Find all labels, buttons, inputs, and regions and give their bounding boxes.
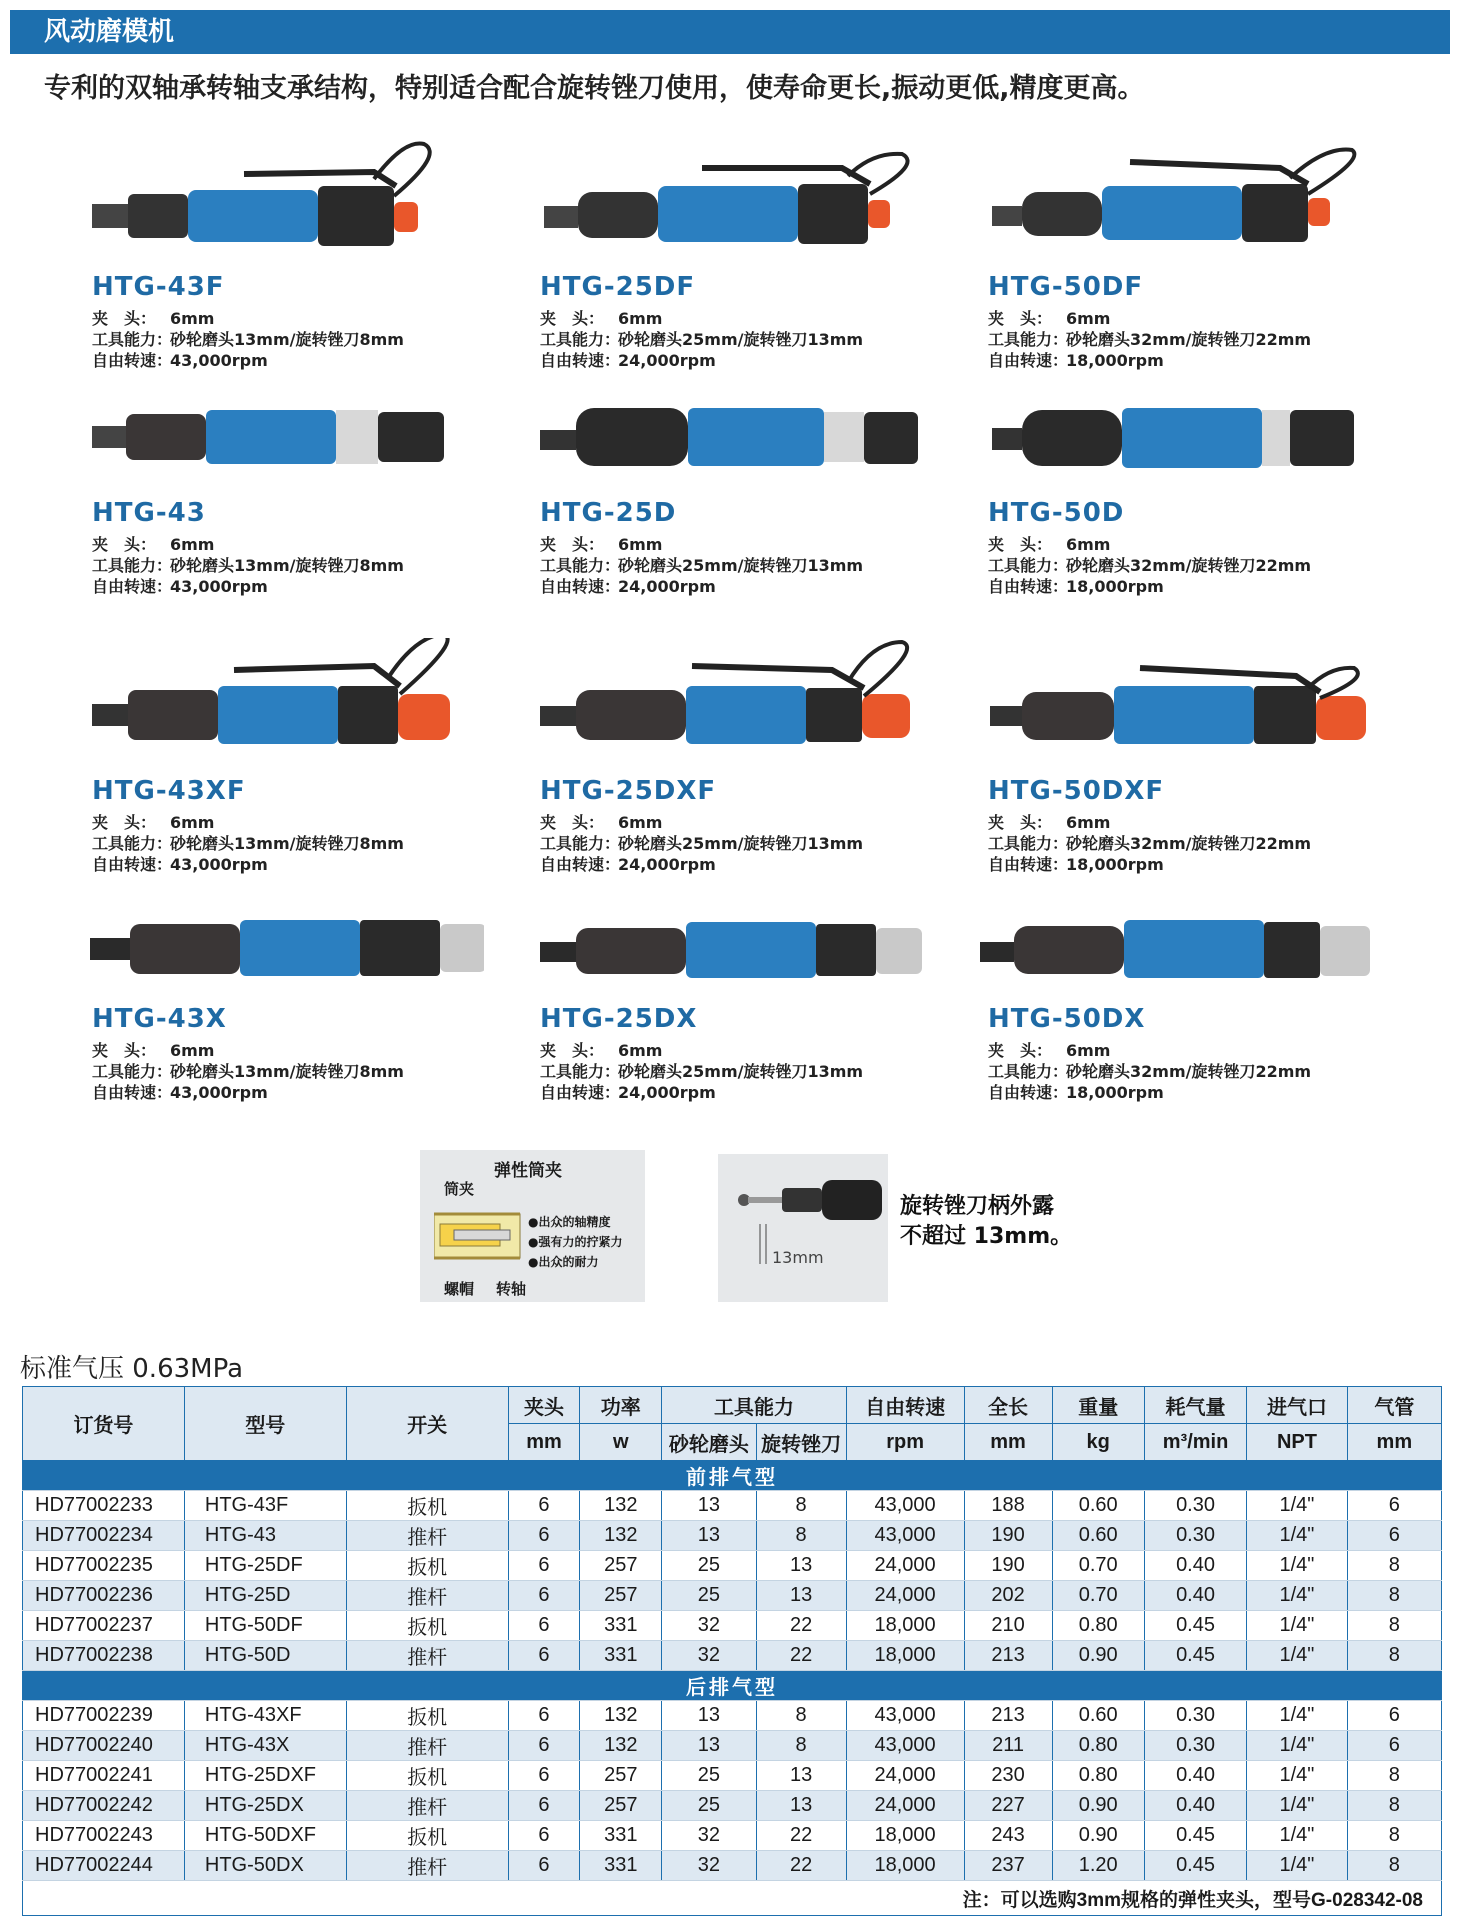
table-row (23, 1611, 1442, 1641)
spec-capacity: 工具能力：砂轮磨头13mm/旋转锉刀8mm (92, 556, 404, 575)
table-cell: 推杆 (346, 1731, 508, 1761)
table-cell: 1/4" (1247, 1611, 1347, 1641)
table-cell: 0.60 (1052, 1521, 1144, 1551)
table-cell: HTG-50DXF (184, 1821, 346, 1851)
table-cell: 32 (662, 1611, 756, 1641)
table-cell: 331 (580, 1821, 662, 1851)
table-note-row (23, 1881, 1442, 1916)
page-subtitle: 专利的双轴承转轴支承结构，特别适合配合旋转锉刀使用，使寿命更长,振动更低,精度更高。 (44, 73, 1145, 104)
spec-chuck: 夹 头： 6mm (540, 309, 663, 328)
collet-diagram (420, 1150, 645, 1302)
group-row-rear: 后排气型 (23, 1671, 1442, 1701)
table-cell: 扳机 (346, 1491, 508, 1521)
spec-speed: 自由转速：24,000rpm (540, 1083, 716, 1102)
spec-chuck: 夹 头： 6mm (92, 309, 215, 328)
table-cell: 8 (1347, 1851, 1441, 1881)
table-row (23, 1851, 1442, 1881)
table-cell: 43,000 (846, 1701, 964, 1731)
product-card (940, 134, 1380, 370)
product-name: HTG-43 (92, 498, 206, 528)
table-row (23, 1521, 1442, 1551)
table-cell: 22 (756, 1851, 846, 1881)
spec-speed: 自由转速：24,000rpm (540, 855, 716, 874)
table-cell: 8 (1347, 1821, 1441, 1851)
tool-image-lever-front (940, 360, 1380, 496)
table-cell: 8 (756, 1731, 846, 1761)
table-cell: 243 (964, 1821, 1052, 1851)
col-model: 型号 (184, 1387, 346, 1461)
spec-capacity: 工具能力：砂轮磨头32mm/旋转锉刀22mm (988, 330, 1312, 349)
table-cell: 0.70 (1052, 1581, 1144, 1611)
spec-chuck: 夹 头： 6mm (540, 1041, 663, 1060)
spec-capacity: 工具能力：砂轮磨头13mm/旋转锉刀8mm (92, 1062, 404, 1081)
spec-capacity: 工具能力：砂轮磨头32mm/旋转锉刀22mm (988, 834, 1312, 853)
tool-image-lever-rear (44, 866, 484, 1002)
table-cell: 1/4" (1247, 1581, 1347, 1611)
table-cell: 210 (964, 1611, 1052, 1641)
table-cell: 6 (508, 1491, 580, 1521)
table-cell: 18,000 (846, 1851, 964, 1881)
table-cell: 0.60 (1052, 1701, 1144, 1731)
table-cell: 6 (1347, 1491, 1441, 1521)
spec-capacity: 工具能力：砂轮磨头13mm/旋转锉刀8mm (92, 834, 404, 853)
table-cell: 6 (508, 1731, 580, 1761)
table-cell: HTG-43 (184, 1521, 346, 1551)
table-cell: 1/4" (1247, 1851, 1347, 1881)
table-row (23, 1491, 1442, 1521)
table-cell: 0.30 (1144, 1521, 1246, 1551)
table-cell: 25 (662, 1791, 756, 1821)
spec-speed: 自由转速：24,000rpm (540, 351, 716, 370)
tool-image-lever-front (44, 360, 484, 496)
product-name: HTG-25DF (540, 272, 696, 302)
table-cell: 0.40 (1144, 1761, 1246, 1791)
tool-image-trigger-front (492, 134, 932, 270)
table-cell: 6 (508, 1821, 580, 1851)
table-cell: 13 (756, 1581, 846, 1611)
spec-speed: 自由转速：18,000rpm (988, 1083, 1164, 1102)
table-cell: 331 (580, 1851, 662, 1881)
spec-speed: 自由转速：18,000rpm (988, 351, 1164, 370)
table-cell: 257 (580, 1551, 662, 1581)
table-row (23, 1551, 1442, 1581)
burr-tool-illustration (718, 1154, 888, 1302)
table-cell: 扳机 (346, 1611, 508, 1641)
table-cell: 24,000 (846, 1581, 964, 1611)
table-cell: HTG-50DF (184, 1611, 346, 1641)
table-cell: 237 (964, 1851, 1052, 1881)
table-cell: HTG-25DF (184, 1551, 346, 1581)
table-cell: 0.60 (1052, 1491, 1144, 1521)
table-cell: 6 (508, 1761, 580, 1791)
table-cell: 8 (1347, 1641, 1441, 1671)
table-cell: 推杆 (346, 1581, 508, 1611)
product-name: HTG-50D (988, 498, 1125, 528)
table-cell: 1/4" (1247, 1821, 1347, 1851)
table-cell: HTG-50DX (184, 1851, 346, 1881)
table-row (23, 1641, 1442, 1671)
table-cell: 1/4" (1247, 1551, 1347, 1581)
table-cell: 6 (508, 1521, 580, 1551)
table-cell: 0.45 (1144, 1641, 1246, 1671)
table-cell: 257 (580, 1761, 662, 1791)
tool-image-lever-rear (940, 866, 1380, 1002)
table-cell: 0.80 (1052, 1731, 1144, 1761)
table-cell: 1/4" (1247, 1521, 1347, 1551)
product-name: HTG-25D (540, 498, 677, 528)
product-name: HTG-43F (92, 272, 225, 302)
table-cell: HTG-43XF (184, 1701, 346, 1731)
table-cell: 6 (1347, 1701, 1441, 1731)
spec-chuck: 夹 头： 6mm (988, 813, 1111, 832)
table-cell: 1/4" (1247, 1731, 1347, 1761)
table-cell: 1/4" (1247, 1701, 1347, 1731)
table-row (23, 1731, 1442, 1761)
table-cell: 24,000 (846, 1791, 964, 1821)
spec-speed: 自由转速：43,000rpm (92, 577, 268, 596)
table-cell: HTG-43X (184, 1731, 346, 1761)
table-cell: 6 (508, 1851, 580, 1881)
tool-image-trigger-front (44, 134, 484, 270)
table-cell: 0.70 (1052, 1551, 1144, 1581)
table-cell: 25 (662, 1581, 756, 1611)
table-cell: 13 (662, 1731, 756, 1761)
table-row (23, 1821, 1442, 1851)
col-speed: 自由转速 (846, 1387, 964, 1424)
table-cell: HD77002235 (23, 1551, 185, 1581)
tool-image-lever-rear (492, 866, 932, 1002)
table-cell: 13 (662, 1491, 756, 1521)
col-chuck: 夹头 (508, 1387, 580, 1424)
table-cell: 6 (508, 1611, 580, 1641)
table-cell: 6 (508, 1641, 580, 1671)
table-cell: HD77002243 (23, 1821, 185, 1851)
table-cell: HD77002240 (23, 1731, 185, 1761)
spec-capacity: 工具能力：砂轮磨头25mm/旋转锉刀13mm (540, 1062, 864, 1081)
spec-speed: 自由转速：43,000rpm (92, 1083, 268, 1102)
tool-image-trigger-rear (492, 638, 932, 774)
table-cell: 0.30 (1144, 1701, 1246, 1731)
col-switch: 开关 (346, 1387, 508, 1461)
table-cell: 6 (508, 1791, 580, 1821)
spindle-label: 转轴 (496, 1280, 527, 1298)
table-cell: 0.45 (1144, 1611, 1246, 1641)
table-cell: 18,000 (846, 1821, 964, 1851)
spec-capacity: 工具能力：砂轮磨头25mm/旋转锉刀13mm (540, 834, 864, 853)
spec-chuck: 夹 头： 6mm (92, 535, 215, 554)
table-cell: HD77002241 (23, 1761, 185, 1791)
group-row-front: 前排气型 (23, 1461, 1442, 1491)
table-cell: 18,000 (846, 1611, 964, 1641)
product-name: HTG-50DF (988, 272, 1144, 302)
product-card (492, 638, 932, 874)
table-cell: 6 (508, 1701, 580, 1731)
spec-chuck: 夹 头： 6mm (988, 1041, 1111, 1060)
table-cell: HD77002237 (23, 1611, 185, 1641)
spec-table (22, 1386, 1442, 1916)
spec-chuck: 夹 头： 6mm (92, 813, 215, 832)
product-card (492, 360, 932, 596)
table-cell: 22 (756, 1821, 846, 1851)
spec-chuck: 夹 头： 6mm (540, 535, 663, 554)
table-row (23, 1701, 1442, 1731)
tool-image-trigger-front (940, 134, 1380, 270)
standard-pressure-label: 标准气压 0.63MPa (20, 1354, 244, 1384)
table-cell: 132 (580, 1701, 662, 1731)
table-cell: 257 (580, 1791, 662, 1821)
table-cell: HD77002238 (23, 1641, 185, 1671)
table-cell: HTG-25DX (184, 1791, 346, 1821)
table-cell: 132 (580, 1491, 662, 1521)
table-cell: 213 (964, 1701, 1052, 1731)
product-name: HTG-43XF (92, 776, 246, 806)
table-cell: 推杆 (346, 1791, 508, 1821)
table-cell: 24,000 (846, 1761, 964, 1791)
table-row (23, 1581, 1442, 1611)
product-card (44, 360, 484, 596)
table-cell: 推杆 (346, 1521, 508, 1551)
table-cell: 0.80 (1052, 1761, 1144, 1791)
collet-title: 弹性筒夹 (494, 1161, 562, 1181)
product-name: HTG-50DX (988, 1004, 1146, 1034)
table-cell: 190 (964, 1521, 1052, 1551)
table-cell: 25 (662, 1761, 756, 1791)
table-cell: 0.40 (1144, 1791, 1246, 1821)
table-cell: HTG-25D (184, 1581, 346, 1611)
table-cell: 13 (662, 1701, 756, 1731)
table-cell: 0.45 (1144, 1851, 1246, 1881)
table-cell: 1/4" (1247, 1491, 1347, 1521)
table-cell: 6 (1347, 1731, 1441, 1761)
tool-image-trigger-rear (940, 638, 1380, 774)
spec-speed: 自由转速：24,000rpm (540, 577, 716, 596)
table-cell: 257 (580, 1581, 662, 1611)
table-cell: 24,000 (846, 1551, 964, 1581)
table-cell: 扳机 (346, 1761, 508, 1791)
col-length: 全长 (964, 1387, 1052, 1424)
table-cell: 32 (662, 1641, 756, 1671)
product-name: HTG-50DXF (988, 776, 1165, 806)
table-cell: 0.90 (1052, 1791, 1144, 1821)
table-cell: HD77002236 (23, 1581, 185, 1611)
product-card (940, 866, 1380, 1102)
table-header-row (23, 1387, 1442, 1424)
table-cell: 0.45 (1144, 1821, 1246, 1851)
table-cell: 扳机 (346, 1551, 508, 1581)
table-cell: 8 (756, 1521, 846, 1551)
spec-capacity: 工具能力：砂轮磨头32mm/旋转锉刀22mm (988, 1062, 1312, 1081)
page-title: 风动磨模机 (44, 17, 175, 47)
product-name: HTG-25DXF (540, 776, 717, 806)
table-cell: 1/4" (1247, 1791, 1347, 1821)
table-cell: 扳机 (346, 1821, 508, 1851)
spec-chuck: 夹 头： 6mm (92, 1041, 215, 1060)
table-cell: 18,000 (846, 1641, 964, 1671)
dimension-label: 13mm (772, 1248, 824, 1267)
table-cell: 6 (508, 1551, 580, 1581)
table-cell: HD77002234 (23, 1521, 185, 1551)
page-title-bar (10, 10, 1450, 54)
table-cell: 8 (1347, 1761, 1441, 1791)
col-capacity: 工具能力 (662, 1387, 846, 1424)
table-row (23, 1791, 1442, 1821)
table-cell: 22 (756, 1611, 846, 1641)
product-name: HTG-43X (92, 1004, 227, 1034)
table-cell: HTG-43F (184, 1491, 346, 1521)
collet-label: 筒夹 (444, 1180, 475, 1198)
table-cell: 8 (1347, 1791, 1441, 1821)
tool-image-trigger-rear (44, 638, 484, 774)
table-cell: 211 (964, 1731, 1052, 1761)
product-card (940, 360, 1380, 596)
table-cell: 推杆 (346, 1641, 508, 1671)
table-cell: 331 (580, 1611, 662, 1641)
collet-cross-section (434, 1200, 524, 1272)
table-cell: 188 (964, 1491, 1052, 1521)
spec-speed: 自由转速：43,000rpm (92, 855, 268, 874)
table-cell: 8 (1347, 1551, 1441, 1581)
table-cell: 13 (756, 1791, 846, 1821)
col-air-inlet: 进气口 (1247, 1387, 1347, 1424)
spec-capacity: 工具能力：砂轮磨头13mm/旋转锉刀8mm (92, 330, 404, 349)
table-cell: 25 (662, 1551, 756, 1581)
product-card (492, 134, 932, 370)
table-cell: HD77002233 (23, 1491, 185, 1521)
table-cell: 43,000 (846, 1521, 964, 1551)
table-cell: HD77002242 (23, 1791, 185, 1821)
spec-capacity: 工具能力：砂轮磨头25mm/旋转锉刀13mm (540, 330, 864, 349)
table-cell: 0.30 (1144, 1491, 1246, 1521)
table-cell: 32 (662, 1821, 756, 1851)
table-cell: 0.90 (1052, 1821, 1144, 1851)
table-note: 注：可以选购3mm规格的弹性夹头，型号G-028342-08 (23, 1881, 1442, 1916)
col-weight: 重量 (1052, 1387, 1144, 1424)
table-cell: 8 (756, 1491, 846, 1521)
table-cell: 0.40 (1144, 1581, 1246, 1611)
product-card (940, 638, 1380, 874)
table-cell: 32 (662, 1851, 756, 1881)
burr-exposure-note: 旋转锉刀柄外露 不超过 13mm。 (900, 1194, 1073, 1249)
tool-image-lever-front (492, 360, 932, 496)
table-cell: 1/4" (1247, 1761, 1347, 1791)
table-cell: 8 (756, 1701, 846, 1731)
spec-speed: 自由转速：18,000rpm (988, 577, 1164, 596)
product-card (44, 638, 484, 874)
table-cell: 190 (964, 1551, 1052, 1581)
col-order-no: 订货号 (23, 1387, 185, 1461)
spec-capacity: 工具能力：砂轮磨头25mm/旋转锉刀13mm (540, 556, 864, 575)
table-subheader-row: mm w 砂轮磨头 旋转锉刀 rpm mm kg m³/min NPT mm (23, 1424, 1442, 1461)
spec-capacity: 工具能力：砂轮磨头32mm/旋转锉刀22mm (988, 556, 1312, 575)
spec-chuck: 夹 头： 6mm (540, 813, 663, 832)
table-cell: 6 (508, 1581, 580, 1611)
table-cell: 132 (580, 1521, 662, 1551)
table-cell: 1.20 (1052, 1851, 1144, 1881)
burr-exposure-figure (718, 1154, 888, 1302)
table-cell: HTG-25DXF (184, 1761, 346, 1791)
table-cell: 230 (964, 1761, 1052, 1791)
table-cell: 13 (756, 1761, 846, 1791)
table-cell: HD77002244 (23, 1851, 185, 1881)
table-cell: 13 (756, 1551, 846, 1581)
table-cell: 8 (1347, 1581, 1441, 1611)
table-cell: 1/4" (1247, 1641, 1347, 1671)
table-row (23, 1761, 1442, 1791)
col-hose: 气管 (1347, 1387, 1441, 1424)
spec-chuck: 夹 头： 6mm (988, 535, 1111, 554)
table-cell: 13 (662, 1521, 756, 1551)
table-cell: 6 (1347, 1521, 1441, 1551)
table-cell: 202 (964, 1581, 1052, 1611)
table-cell: 227 (964, 1791, 1052, 1821)
table-cell: 43,000 (846, 1491, 964, 1521)
spec-chuck: 夹 头： 6mm (988, 309, 1111, 328)
table-cell: HD77002239 (23, 1701, 185, 1731)
table-cell: 0.40 (1144, 1551, 1246, 1581)
table-cell: 推杆 (346, 1851, 508, 1881)
col-power: 功率 (580, 1387, 662, 1424)
table-cell: 213 (964, 1641, 1052, 1671)
table-cell: 0.90 (1052, 1641, 1144, 1671)
table-cell: 0.80 (1052, 1611, 1144, 1641)
spec-speed: 自由转速：43,000rpm (92, 351, 268, 370)
table-cell: 43,000 (846, 1731, 964, 1761)
product-card (492, 866, 932, 1102)
table-cell: 22 (756, 1641, 846, 1671)
col-air-consumption: 耗气量 (1144, 1387, 1246, 1424)
product-card (44, 134, 484, 370)
table-cell: 扳机 (346, 1701, 508, 1731)
table-cell: HTG-50D (184, 1641, 346, 1671)
table-cell: 132 (580, 1731, 662, 1761)
spec-speed: 自由转速：18,000rpm (988, 855, 1164, 874)
product-name: HTG-25DX (540, 1004, 698, 1034)
collet-features: ●出众的轴精度 ●强有力的拧紧力 ●出众的耐力 (528, 1215, 623, 1269)
table-cell: 331 (580, 1641, 662, 1671)
table-cell: 0.30 (1144, 1731, 1246, 1761)
nut-label: 螺帽 (444, 1280, 475, 1298)
table-cell: 8 (1347, 1611, 1441, 1641)
product-card (44, 866, 484, 1102)
